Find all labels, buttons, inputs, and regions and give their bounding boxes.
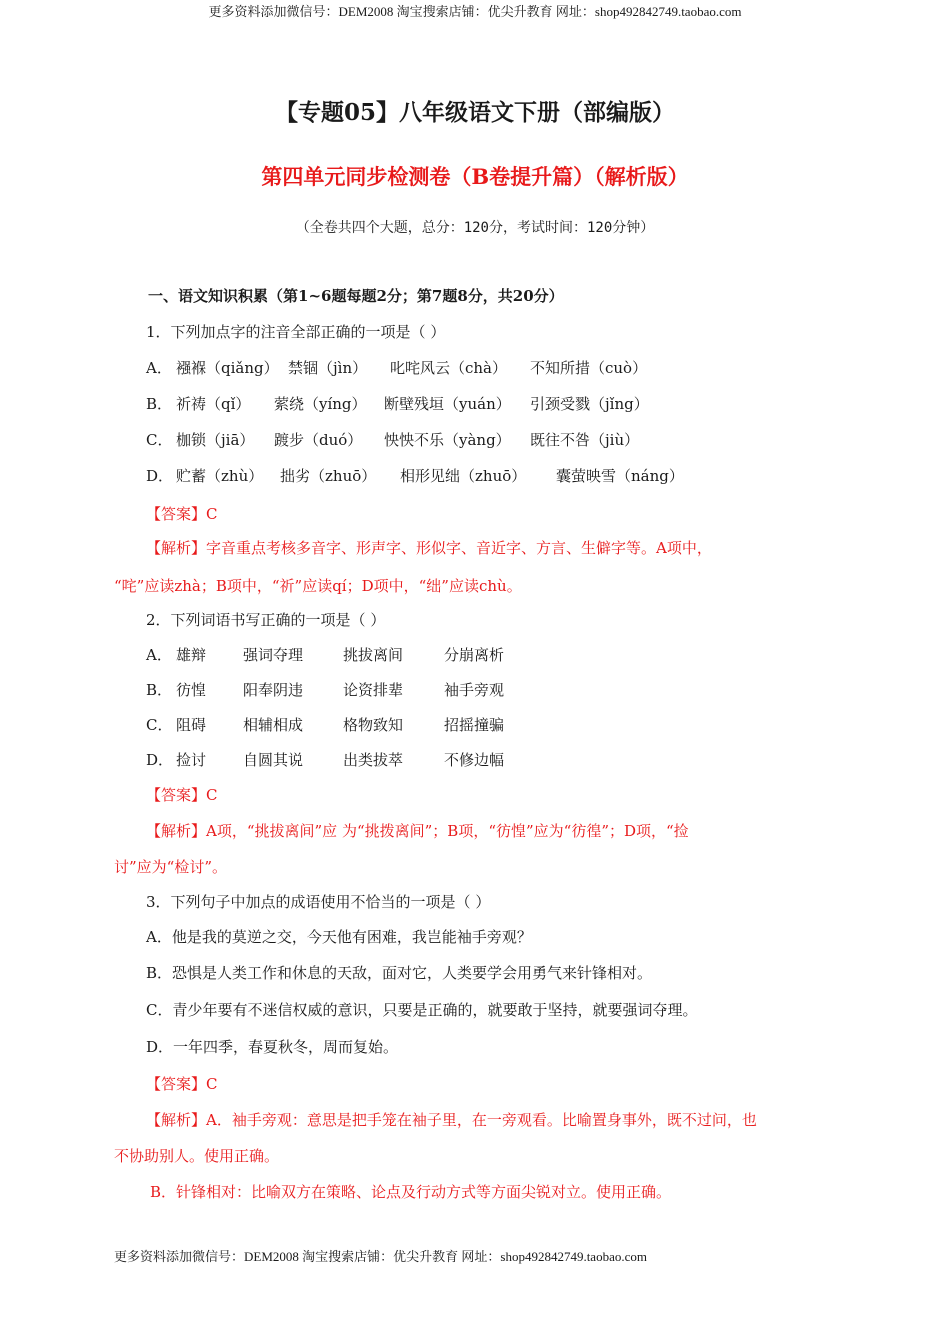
analysis-tag: 【解析】: [146, 822, 207, 840]
option-item: 阳奉阴违: [243, 681, 304, 699]
option-label: B．: [146, 681, 173, 699]
q3-analysis: [146, 1109, 757, 1131]
option-item: 萦绕（yíng）: [274, 395, 367, 413]
footer-promo-note: 更多资料添加微信号：DEM2008 淘宝搜索店铺：优尖升教育 网址：shop492842749.taobao.com: [114, 1249, 647, 1264]
option-label: B．: [146, 395, 173, 413]
analysis-tag: 【解析】: [146, 1111, 207, 1129]
document-subtitle: 第四单元同步检测卷（B卷提升篇）（解析版）: [261, 164, 689, 189]
option-item: 既往不咎（jiù）: [530, 431, 640, 449]
option-item: 不知所措（cuò）: [530, 359, 648, 377]
option-item: 论资排辈: [343, 681, 404, 699]
exam-info: （全卷共四个大题，总分：120分，考试时间：120分钟）: [295, 220, 655, 236]
option-item: 贮蓄（zhù）: [176, 467, 264, 485]
option-item: 祈祷（qǐ）: [176, 395, 251, 413]
option-item: 相辅相成: [243, 716, 304, 734]
option-item: 出类拔萃: [343, 751, 404, 769]
option-item: 引颈受戮（jǐng）: [530, 395, 649, 413]
q2-answer: 【答案】C: [146, 786, 218, 804]
option-label: C．: [146, 431, 173, 449]
option-item: 强词夺理: [243, 646, 304, 664]
q3-analysis-b: B．针锋相对：比喻双方在策略、论点及行动方式等方面尖锐对立。使用正确。: [150, 1183, 672, 1201]
option-item: 拙劣（zhuō）: [280, 467, 377, 485]
option-item: 袖手旁观: [444, 681, 505, 699]
option-item: 捡讨: [176, 751, 207, 769]
q2-analysis: [146, 820, 689, 842]
q3-option-d: D．一年四季，春夏秋冬，周而复始。: [146, 1038, 399, 1056]
option-item: 枷锁（jiā）: [176, 431, 255, 449]
option-item: 囊萤映雪（náng）: [556, 467, 684, 485]
q1-analysis: [146, 537, 712, 559]
option-item: 格物致知: [343, 716, 404, 734]
option-label: D．: [146, 751, 174, 769]
q3-answer: 【答案】C: [146, 1075, 218, 1093]
question-1-stem: 1．下列加点字的注音全部正确的一项是（ ）: [146, 323, 446, 341]
option-item: 襁褓（qiǎng）: [176, 359, 279, 377]
option-item: 自圆其说: [243, 751, 304, 769]
option-item: 断壁残垣（yuán）: [384, 395, 511, 413]
document-title: 【专题05】八年级语文下册（部编版）: [274, 99, 675, 126]
q3-analysis-cont: 不协助别人。使用正确。: [114, 1147, 280, 1165]
option-item: 招摇撞骗: [444, 716, 505, 734]
option-item: 分崩离析: [444, 646, 505, 664]
q3-option-c: C．青少年要有不迷信权威的意识，只要是正确的，就要敢于坚持，就要强词夺理。: [146, 1001, 698, 1019]
q1-analysis-cont: “咤”应读zhà；B项中，“祈”应读qí；D项中，“绌”应读chù。: [114, 577, 522, 595]
option-label: A．: [146, 359, 172, 377]
analysis-tag: 【解析】: [146, 539, 207, 557]
q1-answer: 【答案】C: [146, 505, 218, 523]
section-heading: 一、语文知识积累（第1~6题每题2分；第7题8分，共20分）: [148, 287, 564, 305]
question-3-stem: 3．下列句子中加点的成语使用不恰当的一项是（ ）: [146, 893, 491, 911]
option-item: 阻碍: [176, 716, 207, 734]
analysis-text: A．袖手旁观：意思是把手笼在袖子里，在一旁观看。比喻置身事外，既不过问，也: [206, 1111, 757, 1129]
option-label: A．: [146, 646, 172, 664]
option-item: 彷惶: [176, 681, 207, 699]
q2-analysis-cont: 讨”应为“检讨”。: [114, 858, 228, 876]
q3-option-a: A．他是我的莫逆之交，今天他有困难，我岂能袖手旁观？: [146, 928, 532, 946]
option-label: C．: [146, 716, 173, 734]
option-item: 不修边幅: [444, 751, 505, 769]
q3-option-b: B．恐惧是人类工作和休息的天敌，面对它，人类要学会用勇气来针锋相对。: [146, 964, 653, 982]
analysis-text: 字音重点考核多音字、形声字、形似字、音近字、方言、生僻字等。A项中，: [206, 539, 712, 557]
option-item: 踱步（duó）: [274, 431, 363, 449]
question-2-stem: 2．下列词语书写正确的一项是（ ）: [146, 611, 386, 629]
header-promo-note: 更多资料添加微信号：DEM2008 淘宝搜索店铺：优尖升教育 网址：shop492842749.taobao.com: [208, 4, 742, 19]
option-item: 叱咤风云（chà）: [390, 359, 508, 377]
option-label: D．: [146, 467, 174, 485]
option-item: 禁锢（jìn）: [288, 359, 368, 377]
option-item: 相形见绌（zhuō）: [400, 467, 527, 485]
option-item: 怏怏不乐（yàng）: [384, 431, 511, 449]
option-item: 挑拔离间: [343, 646, 404, 664]
option-item: 雄辩: [176, 646, 207, 664]
analysis-text: A项，“挑拔离间”应 为“挑拨离间”；B项，“彷惶”应为“彷徨”；D项，“捡: [206, 822, 689, 840]
